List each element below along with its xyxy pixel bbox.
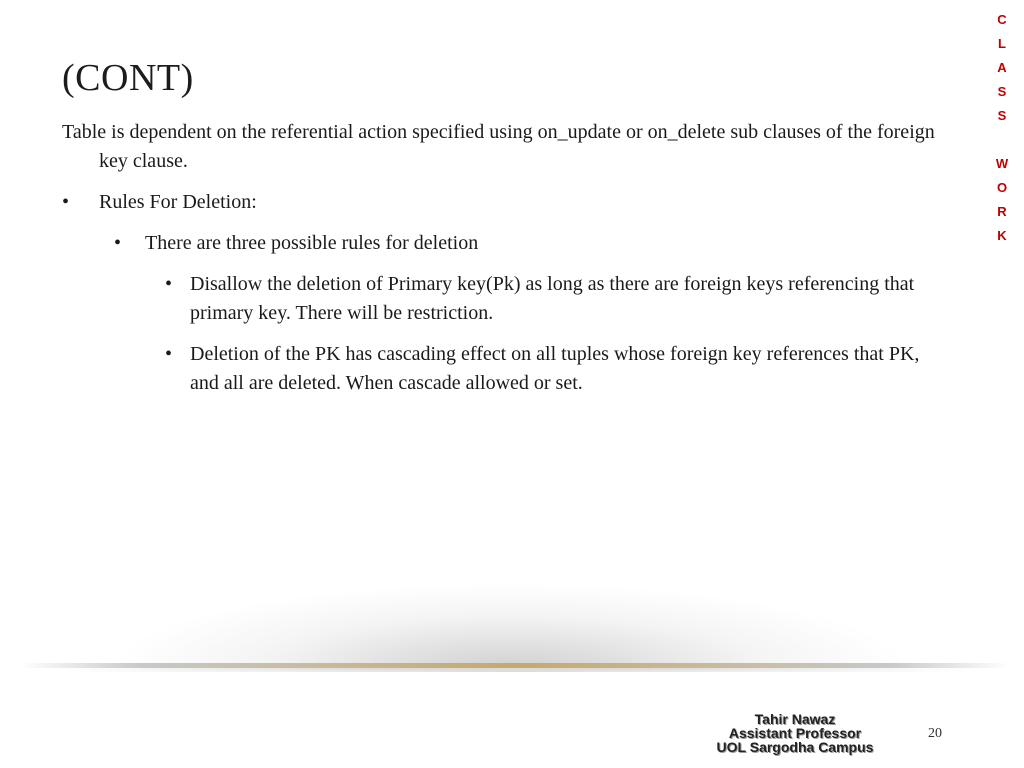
side-letter: L bbox=[998, 36, 1006, 51]
bullet-marker: • bbox=[165, 273, 173, 295]
side-letter: C bbox=[997, 12, 1007, 27]
bullet-level-3 bbox=[62, 270, 952, 328]
author-campus: UOL Sargodha Campus bbox=[716, 739, 874, 755]
bullet-marker: • bbox=[62, 191, 70, 213]
bullet-marker: • bbox=[114, 232, 122, 254]
side-letter: R bbox=[997, 204, 1007, 219]
side-letter: S bbox=[997, 84, 1007, 99]
side-letter: O bbox=[996, 180, 1008, 195]
page-number: 20 bbox=[928, 726, 942, 741]
bullet-text: There are three possible rules for deletion bbox=[145, 232, 479, 254]
bullet-level-1 bbox=[62, 188, 952, 217]
bullet-level-3 bbox=[62, 340, 952, 398]
slide-title: (CONT) bbox=[62, 57, 194, 99]
side-letter: K bbox=[997, 228, 1007, 243]
bullet-text: Rules For Deletion: bbox=[99, 191, 257, 213]
class-work-vertical-label bbox=[990, 8, 1014, 248]
author-position: Assistant Professor bbox=[728, 725, 862, 741]
author-signature bbox=[680, 712, 910, 754]
author-name: Tahir Nawaz bbox=[754, 711, 836, 727]
side-letter: S bbox=[997, 108, 1007, 123]
footer-divider-shadow bbox=[60, 668, 970, 672]
decorative-glow bbox=[120, 585, 900, 670]
bullet-marker: • bbox=[165, 343, 173, 365]
bullet-text: Deletion of the PK has cascading effect on all tuples whose foreign key references that PK, and all are deleted. When cascade allowed or set. bbox=[190, 343, 920, 394]
side-letter-gap bbox=[990, 128, 1014, 152]
bullet-text: Disallow the deletion of Primary key(Pk) as long as there are foreign keys referencing that primary key. There will be restriction. bbox=[190, 273, 915, 324]
side-letter: W bbox=[995, 156, 1009, 171]
side-letter: A bbox=[997, 60, 1007, 75]
intro-paragraph: Table is dependent on the referential action specified using on_update or on_delete sub clauses of the foreign key clause. bbox=[62, 121, 935, 172]
bullet-level-2 bbox=[62, 229, 952, 258]
slide-body bbox=[62, 118, 952, 410]
